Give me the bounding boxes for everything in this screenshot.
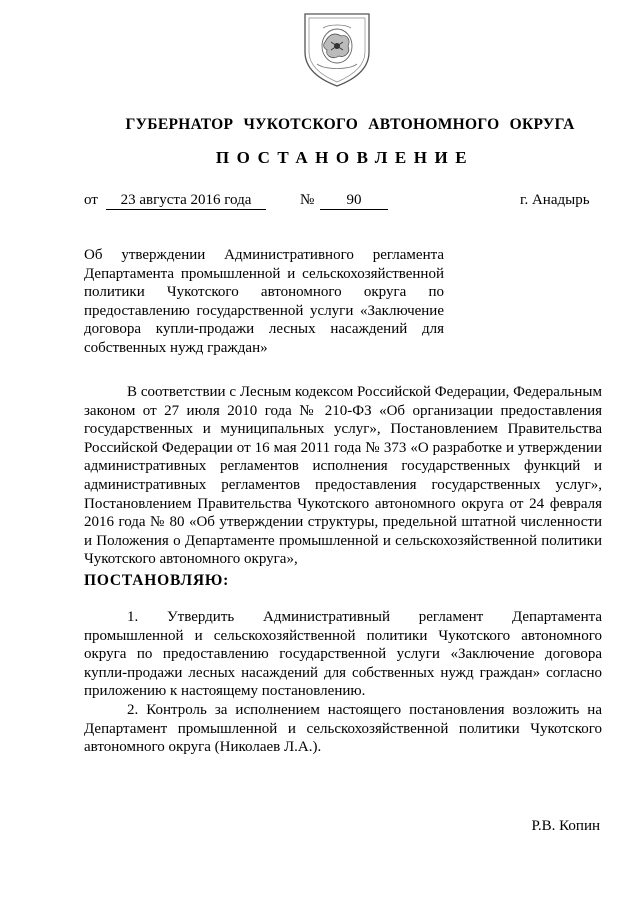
resolve-heading: ПОСТАНОВЛЯЮ: [84,572,230,589]
list-item: 1. Утвердить Административный регламент Департамента промышленной и сельскохозяйственной политики Чукотского автономного округа по предоставлению государственной услуги «Заключение договора купли-продажи лесных насаждений для собственных нужд граждан» согласно приложению к настоящему постановлению. [84,609,602,700]
preamble-paragraph: В соответствии с Лесным кодексом Российской Федерации, Федеральным законом от 27 июля 2010 года № 210-ФЗ «Об организации предоставления государственных и муниципальных услуг», Постановлением Правительства Российской Федерации от 16 мая 2011 года № 373 «О разработке и утверждении административных регламентов исполнения государственных функций и административных регламентов предоставления государственных услуг», Постановлением Правительства Чукотского автономного округа от 24 февраля 2016 года № 80 «Об утверждении структуры, предельной штатной численности и Положения о Департаменте промышленной и сельскохозяйственной политики Чукотского автономного округа», [84,384,602,568]
decree-number: 90 [320,192,388,210]
decree-date: 23 августа 2016 года [106,192,266,210]
date-label: от [84,192,98,208]
list-item: 2. Контроль за исполнением настоящего постановления возложить на Департамент промышленной и сельскохозяйственной политики Чукотского автономного округа (Николаев Л.А.). [84,702,602,756]
decree-subject: Об утверждении Административного регламента Департамента промышленной и сельскохозяйственной политики Чукотского автономного округа по предоставлению государственной услуги «Заключение договора купли-продажи лесных насаждений для собственных нужд граждан» [84,247,444,356]
number-label: № [300,192,315,208]
signature-name: Р.В. Копин [531,818,600,834]
coat-of-arms-icon [303,12,371,88]
city: г. Анадырь [520,192,590,208]
authority-title: ГУБЕРНАТОР ЧУКОТСКОГО АВТОНОМНОГО ОКРУГА [125,116,575,133]
document-type-title: ПОСТАНОВЛЕНИЕ [215,148,475,167]
